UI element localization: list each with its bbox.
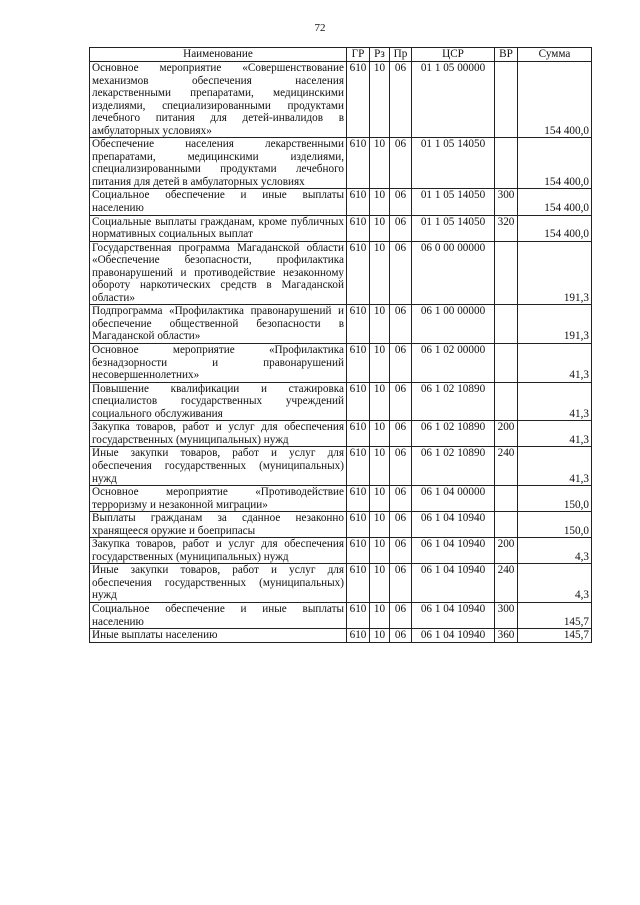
- cell-vr: [495, 138, 518, 189]
- cell-sum: 145,7: [518, 602, 592, 628]
- header-vr: ВР: [495, 48, 518, 62]
- cell-pr: 06: [390, 305, 412, 344]
- cell-gr: 610: [347, 138, 370, 189]
- cell-pr: 06: [390, 447, 412, 486]
- cell-csr: 01 1 05 14050: [412, 215, 495, 241]
- cell-name: Основное мероприятие «Профилактика безнадзорности и правонарушений несовершеннолетних»: [90, 344, 347, 383]
- table-row: [90, 305, 592, 344]
- cell-pr: 06: [390, 564, 412, 603]
- table-row: [90, 382, 592, 421]
- cell-name: Иные закупки товаров, работ и услуг для обеспечения государственных (муниципальных) нужд: [90, 447, 347, 486]
- cell-csr: 01 1 05 00000: [412, 62, 495, 138]
- cell-pr: 06: [390, 382, 412, 421]
- cell-csr: 06 1 02 10890: [412, 382, 495, 421]
- cell-vr: 360: [495, 629, 518, 643]
- cell-vr: [495, 344, 518, 383]
- cell-rz: 10: [370, 305, 390, 344]
- cell-rz: 10: [370, 538, 390, 564]
- cell-vr: [495, 486, 518, 512]
- cell-sum: 150,0: [518, 512, 592, 538]
- table-header-row: [90, 48, 592, 62]
- cell-vr: [495, 512, 518, 538]
- cell-vr: [495, 382, 518, 421]
- cell-vr: 300: [495, 602, 518, 628]
- cell-vr: 200: [495, 421, 518, 447]
- cell-csr: 01 1 05 14050: [412, 189, 495, 215]
- cell-vr: 240: [495, 564, 518, 603]
- cell-gr: 610: [347, 421, 370, 447]
- cell-name: Закупка товаров, работ и услуг для обеспечения государственных (муниципальных) нужд: [90, 421, 347, 447]
- cell-name: Социальное обеспечение и иные выплаты населению: [90, 602, 347, 628]
- cell-sum: 4,3: [518, 538, 592, 564]
- cell-name: Иные закупки товаров, работ и услуг для обеспечения государственных (муниципальных) нужд: [90, 564, 347, 603]
- cell-csr: 06 1 02 10890: [412, 447, 495, 486]
- table-row: [90, 564, 592, 603]
- cell-pr: 06: [390, 189, 412, 215]
- cell-csr: 06 1 04 10940: [412, 538, 495, 564]
- cell-csr: 06 0 00 00000: [412, 241, 495, 305]
- cell-rz: 10: [370, 344, 390, 383]
- cell-pr: 06: [390, 512, 412, 538]
- table-row: [90, 62, 592, 138]
- cell-name: Социальные выплаты гражданам, кроме публичных нормативных социальных выплат: [90, 215, 347, 241]
- cell-sum: 145,7: [518, 629, 592, 643]
- cell-rz: 10: [370, 138, 390, 189]
- cell-sum: 41,3: [518, 421, 592, 447]
- cell-rz: 10: [370, 564, 390, 603]
- cell-gr: 610: [347, 189, 370, 215]
- cell-gr: 610: [347, 215, 370, 241]
- cell-csr: 06 1 04 10940: [412, 512, 495, 538]
- cell-csr: 06 1 02 00000: [412, 344, 495, 383]
- header-name: Наименование: [90, 48, 347, 62]
- cell-vr: [495, 241, 518, 305]
- cell-name: Закупка товаров, работ и услуг для обеспечения государственных (муниципальных) нужд: [90, 538, 347, 564]
- header-csr: ЦСР: [412, 48, 495, 62]
- cell-csr: 06 1 02 10890: [412, 421, 495, 447]
- header-pr: Пр: [390, 48, 412, 62]
- cell-gr: 610: [347, 564, 370, 603]
- header-gr: ГР: [347, 48, 370, 62]
- cell-csr: 06 1 04 00000: [412, 486, 495, 512]
- cell-sum: 154 400,0: [518, 138, 592, 189]
- table-row: [90, 138, 592, 189]
- table-row: [90, 241, 592, 305]
- cell-rz: 10: [370, 215, 390, 241]
- cell-gr: 610: [347, 344, 370, 383]
- cell-rz: 10: [370, 629, 390, 643]
- cell-pr: 06: [390, 62, 412, 138]
- cell-rz: 10: [370, 189, 390, 215]
- cell-pr: 06: [390, 538, 412, 564]
- cell-rz: 10: [370, 421, 390, 447]
- table-row: [90, 215, 592, 241]
- cell-rz: 10: [370, 486, 390, 512]
- table-row: [90, 189, 592, 215]
- cell-rz: 10: [370, 382, 390, 421]
- cell-sum: 191,3: [518, 241, 592, 305]
- cell-csr: 06 1 00 00000: [412, 305, 495, 344]
- cell-gr: 610: [347, 512, 370, 538]
- cell-name: Социальное обеспечение и иные выплаты населению: [90, 189, 347, 215]
- cell-pr: 06: [390, 344, 412, 383]
- cell-vr: 200: [495, 538, 518, 564]
- cell-name: Государственная программа Магаданской области «Обеспечение безопасности, профилактика правонарушений и противодействие незаконному обороту наркотических средств в Магаданской области»: [90, 241, 347, 305]
- cell-sum: 154 400,0: [518, 189, 592, 215]
- cell-pr: 06: [390, 486, 412, 512]
- cell-rz: 10: [370, 602, 390, 628]
- cell-name: Подпрограмма «Профилактика правонарушений и обеспечение общественной безопасности в Магаданской области»: [90, 305, 347, 344]
- header-rz: Рз: [370, 48, 390, 62]
- table-body: [90, 62, 592, 643]
- cell-sum: 41,3: [518, 344, 592, 383]
- cell-vr: 320: [495, 215, 518, 241]
- table-row: [90, 629, 592, 643]
- budget-table: [89, 47, 592, 643]
- table-row: [90, 447, 592, 486]
- cell-pr: 06: [390, 602, 412, 628]
- table-row: [90, 602, 592, 628]
- cell-csr: 01 1 05 14050: [412, 138, 495, 189]
- cell-sum: 154 400,0: [518, 62, 592, 138]
- page-number: 72: [314, 22, 326, 34]
- cell-pr: 06: [390, 215, 412, 241]
- cell-gr: 610: [347, 486, 370, 512]
- table-row: [90, 512, 592, 538]
- cell-vr: [495, 62, 518, 138]
- cell-rz: 10: [370, 241, 390, 305]
- cell-pr: 06: [390, 138, 412, 189]
- cell-name: Иные выплаты населению: [90, 629, 347, 643]
- cell-gr: 610: [347, 602, 370, 628]
- cell-vr: [495, 305, 518, 344]
- cell-pr: 06: [390, 421, 412, 447]
- cell-gr: 610: [347, 305, 370, 344]
- cell-gr: 610: [347, 62, 370, 138]
- table-row: [90, 344, 592, 383]
- cell-gr: 610: [347, 382, 370, 421]
- cell-csr: 06 1 04 10940: [412, 602, 495, 628]
- cell-rz: 10: [370, 447, 390, 486]
- cell-sum: 41,3: [518, 382, 592, 421]
- cell-gr: 610: [347, 241, 370, 305]
- cell-gr: 610: [347, 538, 370, 564]
- cell-name: Выплаты гражданам за сданное незаконно хранящееся оружие и боеприпасы: [90, 512, 347, 538]
- cell-pr: 06: [390, 629, 412, 643]
- cell-name: Основное мероприятие «Совершенствование механизмов обеспечения населения лекарственными препаратами, медицинскими изделиями, специализированными продуктами лечебного питания для детей-инвалидов в амбулаторных условиях»: [90, 62, 347, 138]
- cell-gr: 610: [347, 447, 370, 486]
- cell-pr: 06: [390, 241, 412, 305]
- cell-sum: 154 400,0: [518, 215, 592, 241]
- table-row: [90, 421, 592, 447]
- header-sum: Сумма: [518, 48, 592, 62]
- cell-sum: 191,3: [518, 305, 592, 344]
- cell-vr: 300: [495, 189, 518, 215]
- cell-rz: 10: [370, 512, 390, 538]
- cell-name: Обеспечение населения лекарственными препаратами, медицинскими изделиями, специализированными продуктами лечебного питания для детей в амбулаторных условиях: [90, 138, 347, 189]
- cell-csr: 06 1 04 10940: [412, 564, 495, 603]
- cell-vr: 240: [495, 447, 518, 486]
- cell-csr: 06 1 04 10940: [412, 629, 495, 643]
- cell-sum: 150,0: [518, 486, 592, 512]
- cell-gr: 610: [347, 629, 370, 643]
- cell-name: Повышение квалификации и стажировка специалистов государственных учреждений социального обслуживания: [90, 382, 347, 421]
- cell-rz: 10: [370, 62, 390, 138]
- cell-sum: 41,3: [518, 447, 592, 486]
- cell-name: Основное мероприятие «Противодействие терроризму и незаконной миграции»: [90, 486, 347, 512]
- table-row: [90, 486, 592, 512]
- table-row: [90, 538, 592, 564]
- cell-sum: 4,3: [518, 564, 592, 603]
